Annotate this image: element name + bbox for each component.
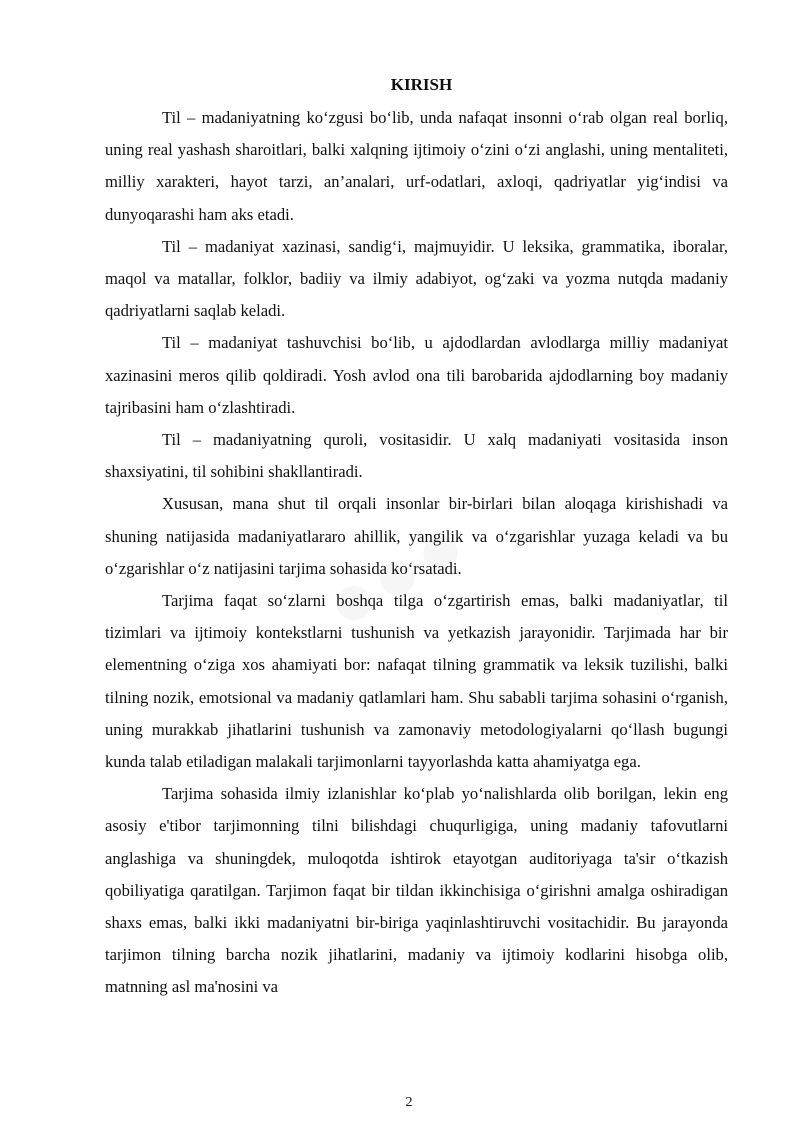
document-body	[105, 68, 728, 1004]
paragraph-6: Tarjima faqat so‘zlarni boshqa tilga o‘zgartirish emas, balki madaniyatlar, til tizimlari va ijtimoiy kontekstlarni tushunish va yetkazish jarayonidir. Tarjimada har bir elementning o‘ziga xos ahamiyati bor: nafaqat tilning grammatik va leksik tuzilishi, balki tilning nozik, emotsional va madaniy qatlamlari ham. Shu sababli tarjima sohasini o‘rganish, uning murakkab jihatlarini tushunish va zamonaviy metodologiyalarni qo‘llash bugungi kunda talab etiladigan malakali tarjimonlarni tayyorlashda katta ahamiyatga ega.	[105, 591, 728, 772]
paragraph-5: Xususan, mana shut til orqali insonlar bir-birlari bilan aloqaga kirishishadi va shuning natijasida madaniyatlararo ahillik, yangilik va o‘zgarishlar yuzaga keladi va bu o‘zgarishlar o‘z natijasini tarjima sohasida ko‘rsatadi.	[105, 494, 728, 578]
page-title: KIRISH	[390, 75, 453, 94]
paragraph-7: Tarjima sohasida ilmiy izlanishlar ko‘plab yo‘nalishlarda olib borilgan, lekin eng asosiy e'tibor tarjimonning tilni bilishdagi chuqurligiga, uning madaniy tafovutlarni anglashiga va shuningdek, muloqotda ishtirok etayotgan auditoriyaga ta'sir o‘tkazish qobiliyatiga qaratilgan. Tarjimon faqat bir tildan ikkinchisiga o‘girishni amalga oshiradigan shaxs emas, balki ikki madaniyatni bir-biriga yaqinlashtiruvchi vositachidir. Bu jarayonda tarjimon tilning barcha nozik jihatlarini, madaniy va ijtimoiy kodlarini hisobga olib, matnning asl ma'nosini va	[105, 784, 728, 997]
paragraph-2: Til – madaniyat xazinasi, sandig‘i, majmuyidir. U leksika, grammatika, iboralar, maqol va matallar, folklor, badiiy va ilmiy adabiyot, og‘zaki va yozma nutqda madaniy qadriyatlarni saqlab keladi.	[105, 236, 728, 321]
paragraph-4: Til – madaniyatning quroli, vositasidir. U xalq madaniyati vositasida inson shaxsiyatini, til sohibini shakllantiradi.	[105, 430, 728, 482]
page-number: 2	[405, 1095, 413, 1110]
paragraph-1: Til – madaniyatning ko‘zgusi bo‘lib, unda nafaqat insonni o‘rab olgan real borliq, uning real yashash sharoitlari, balki xalqning ijtimoiy o‘zini o‘zi anglashi, uning mentaliteti, milliy xarakteri, hayot tarzi, an’analari, urf-odatlari, axloqi, qadriyatlar yig‘indisi va dunyoqarashi ham aks etadi.	[105, 108, 728, 224]
paragraph-3: Til – madaniyat tashuvchisi bo‘lib, u ajdodlardan avlodlarga milliy madaniyat xazinasini meros qilib qoldiradi. Yosh avlod ona tili barobarida ajdodlarning boy madaniy tajribasini ham o‘zlashtiradi.	[105, 333, 728, 417]
